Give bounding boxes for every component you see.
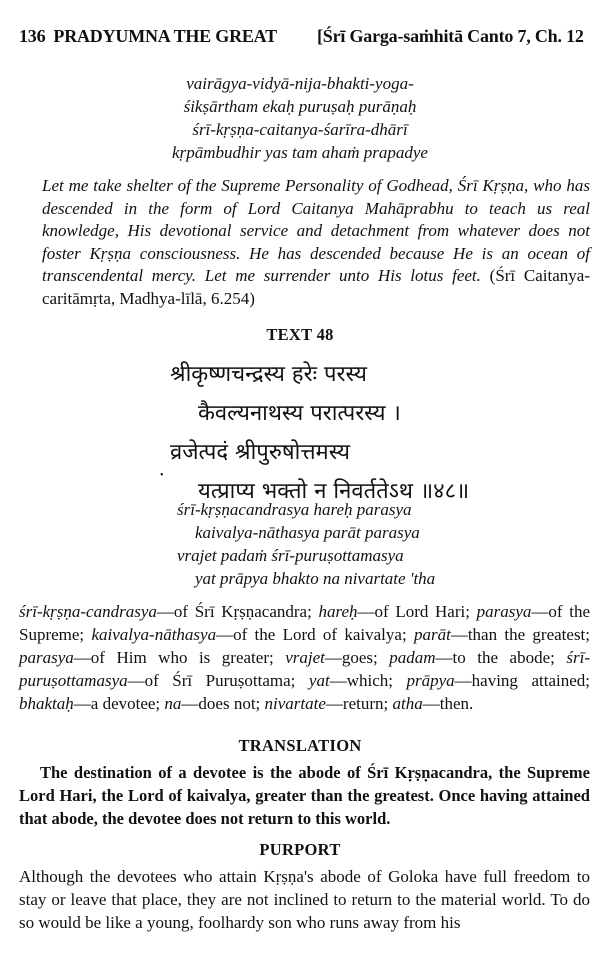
transliteration [177, 498, 577, 590]
synonym-meaning: —than the greatest; [450, 625, 591, 644]
synonym-meaning: —then. [422, 694, 474, 713]
synonym-meaning: —of Lord Hari; [357, 602, 477, 621]
synonym-word: parasya [19, 648, 74, 667]
transliteration-line: śrī-kṛṣṇacandrasya hareḥ parasya [177, 500, 412, 519]
section-reference: [Śrī Garga-saṁhitā Canto 7, Ch. 12 [317, 26, 584, 46]
synonym-word: kaivalya-nāthasya [91, 625, 217, 644]
synonym-word: vrajet [285, 648, 325, 667]
synonym-word: padam [389, 648, 436, 667]
synonym-word: parāt [413, 625, 451, 644]
word-for-word-synonyms [19, 600, 590, 715]
sanskrit-line: श्रीकृष्णचन्द्रस्य हरेः परस्य [170, 362, 367, 387]
quote-translation [42, 175, 590, 310]
quoted-verse-line: kṛpāmbudhir yas tam ahaṁ prapadye [172, 143, 428, 162]
translation-text: The destination of a devotee is the abode of Śrī Kṛṣṇacandra, the Supreme Lord Hari, the Lord of kaivalya, greater than the greatest. Once having attained that abode, the devotee does not return to this world. [19, 763, 590, 828]
page-number: 136 [19, 26, 46, 46]
synonym-word: yat [308, 671, 330, 690]
synonym-word: śrī-kṛṣṇa-candrasya [19, 602, 157, 621]
book-title: PRADYUMNA THE GREAT [53, 26, 277, 46]
print-mark: • [160, 470, 164, 481]
synonym-word: atha [392, 694, 423, 713]
synonym-word: na [164, 694, 182, 713]
synonym-word: nivartate [264, 694, 326, 713]
quoted-verse-line: vairāgya-vidyā-nija-bhakti-yoga- [186, 74, 414, 93]
synonym-meaning: —of Him who is greater; [73, 648, 286, 667]
quoted-verse [0, 72, 600, 164]
synonym-meaning: —of Śrī Kṛṣṇacandra; [156, 602, 319, 621]
synonym-meaning: —return; [325, 694, 393, 713]
purport-paragraph: Although the devotees who attain Kṛṣṇa's abode of Goloka have full freedom to stay or leave that place, they are not inclined to return to the material world. To do so would be like a young, foolhardy son who runs away from his [19, 867, 590, 932]
transliteration-line: kaivalya-nāthasya parāt parasya [195, 523, 420, 542]
quote-source: (Śrī Caitanya-caritāmṛta, Madhya-līlā, 6.254) [42, 266, 590, 308]
translation-heading: TRANSLATION [238, 736, 362, 755]
sanskrit-verse [170, 355, 590, 511]
synonym-meaning: —having attained; [454, 671, 590, 690]
purport-heading: PURPORT [259, 840, 341, 859]
sanskrit-line: व्रजेत्पदं श्रीपुरुषोत्तमस्य [170, 440, 351, 465]
synonym-meaning: —which; [329, 671, 407, 690]
quoted-verse-line: śikṣārtham ekaḥ puruṣaḥ purāṇaḥ [183, 97, 417, 116]
sanskrit-line: यत्प्राप्य भक्तो न निवर्ततेऽथ ॥४८॥ [198, 479, 470, 504]
synonym-meaning: —goes; [324, 648, 390, 667]
synonym-word: śrī-puruṣottamasya [19, 648, 590, 690]
translation-paragraph [19, 761, 590, 830]
running-header [19, 26, 589, 47]
transliteration-line: yat prāpya bhakto na nivartate 'tha [195, 569, 436, 588]
synonym-word: bhaktaḥ [19, 694, 74, 713]
quoted-verse-line: śrī-kṛṣṇa-caitanya-śarīra-dhārī [192, 120, 408, 139]
synonym-word: parasya [476, 602, 532, 621]
synonym-meaning: —does not; [181, 694, 265, 713]
synonym-meaning: —of the Lord of kaivalya; [216, 625, 414, 644]
synonym-meaning: —a devotee; [73, 694, 165, 713]
synonym-meaning: —of the Supreme; [19, 602, 590, 644]
synonym-word: hareḥ [318, 602, 358, 621]
transliteration-line: vrajet padaṁ śrī-puruṣottamasya [177, 546, 404, 565]
quote-translation-text: Let me take shelter of the Supreme Personality of Godhead, Śrī Kṛṣṇa, who has descended in the form of Lord Caitanya Mahāprabhu to teach us real knowledge, His devotional service and detachment from whatever does not foster Kṛṣṇa consciousness. He has descended because He is an ocean of transcendental mercy. Let me surrender unto His lotus feet. [42, 176, 590, 285]
sanskrit-line: कैवल्यनाथस्य परात्परस्य । [198, 401, 401, 426]
synonym-word: prāpya [406, 671, 455, 690]
synonym-meaning: —of Śrī Puruṣottama; [127, 671, 309, 690]
synonym-meaning: —to the abode; [435, 648, 567, 667]
text-number-heading: TEXT 48 [266, 325, 334, 344]
